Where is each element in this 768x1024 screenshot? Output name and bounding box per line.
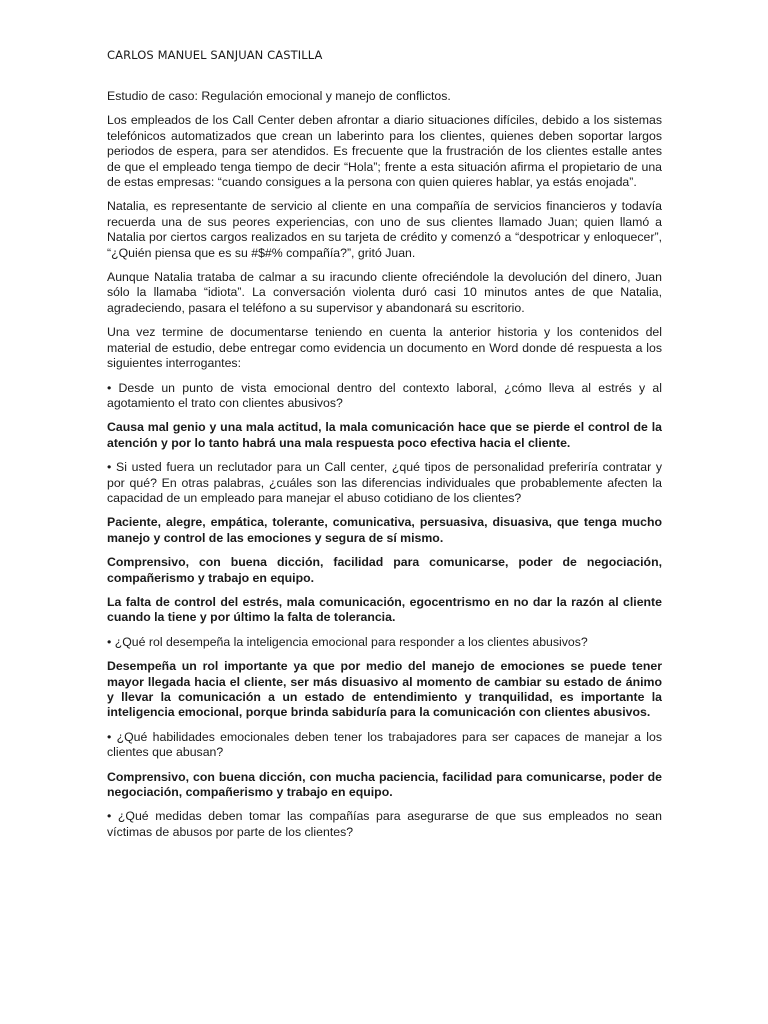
paragraph-juan: Aunque Natalia trataba de calmar a su iracundo cliente ofreciéndole la devolución del dinero, Juan sólo la llamaba “idiota”. La conversación violenta duró casi 10 minutos antes de que Natalia, agradeciendo, pasara el teléfono a su supervisor y abandonará su escritorio. bbox=[107, 270, 662, 315]
paragraph-instructions: Una vez termine de documentarse teniendo en cuenta la anterior historia y los contenidos del material de estudio, debe entregar como evidencia un documento en Word donde dé respuesta a los siguientes interrogantes: bbox=[107, 325, 662, 371]
author-name: CARLOS MANUEL SANJUAN CASTILLA bbox=[107, 48, 323, 62]
question-3: • ¿Qué rol desempeña la inteligencia emocional para responder a los clientes abusivos? bbox=[107, 634, 588, 649]
question-2: • Si usted fuera un reclutador para un Call center, ¿qué tipos de personalidad preferiría contratar y por qué? En otras palabras, ¿cuáles son las diferencias individuales que probablemente afecten la capacidad de un empleado para manejar el abuso cotidiano de los clientes? bbox=[107, 460, 662, 505]
answer-4: Comprensivo, con buena dicción, con mucha paciencia, facilidad para comunicarse, poder de negociación, compañerismo y trabajo en equipo. bbox=[107, 769, 662, 800]
answer-1: Causa mal genio y una mala actitud, la mala comunicación hace que se pierde el control de la atención y por lo tanto habrá una mala respuesta poco efectiva hacia el cliente. bbox=[107, 420, 662, 450]
answer-2c: La falta de control del estrés, mala comunicación, egocentrismo en no dar la razón al cliente cuando la tiene y por último la falta de tolerancia. bbox=[107, 594, 662, 625]
paragraph-natalia: Natalia, es representante de servicio al cliente en una compañía de servicios financieros y todavía recuerda una de sus peores experiencias, con uno de sus clientes llamado Juan; quien llamó a Natalia por ciertos cargos realizados en su tarjeta de crédito y comenzó a “despotricar y enloquecer”, “¿Quién piensa que es su #$#% compañía?”, gritó Juan. bbox=[107, 199, 662, 260]
question-1: • Desde un punto de vista emocional dentro del contexto laboral, ¿cómo lleva al estrés y al agotamiento el trato con clientes abusivos? bbox=[107, 380, 662, 410]
answer-3: Desempeña un rol importante ya que por medio del manejo de emociones se puede tener mayor llegada hacia el cliente, ser más disuasivo al momento de cambiar su estado de ánimo y llevar la comunicación a un estado de entendimiento y tranquilidad, es importante la inteligencia emocional, porque brinda sabiduría para la comunicación con clientes abusivos. bbox=[107, 659, 662, 720]
answer-2b: Comprensivo, con buena dicción, facilidad para comunicarse, poder de negociación, compañerismo y trabajo en equipo. bbox=[107, 555, 662, 585]
document-page bbox=[107, 47, 662, 849]
question-5: • ¿Qué medidas deben tomar las compañías para asegurarse de que sus empleados no sean víctimas de abusos por parte de los clientes? bbox=[107, 809, 662, 839]
paragraph-intro: Los empleados de los Call Center deben afrontar a diario situaciones difíciles, debido a los sistemas telefónicos automatizados que crean un laberinto para los clientes, quienes deben soportar largos periodos de espera, para ser atendidos. Es frecuente que la frustración de los clientes estalle antes de que el empleado tenga tiempo de decir “Hola”; frente a esta situación afirma el propietario de una de estas empresas: “cuando consigues a la persona con quien quieres hablar, ya estás enojada”. bbox=[107, 113, 662, 190]
answer-2a: Paciente, alegre, empática, tolerante, comunicativa, persuasiva, disuasiva, que tenga mucho manejo y control de las emociones y segura de sí mismo. bbox=[107, 515, 662, 545]
document-title: Estudio de caso: Regulación emocional y manejo de conflictos. bbox=[107, 89, 451, 103]
question-4: • ¿Qué habilidades emocionales deben tener los trabajadores para ser capaces de manejar a los clientes que abusan? bbox=[107, 729, 662, 760]
